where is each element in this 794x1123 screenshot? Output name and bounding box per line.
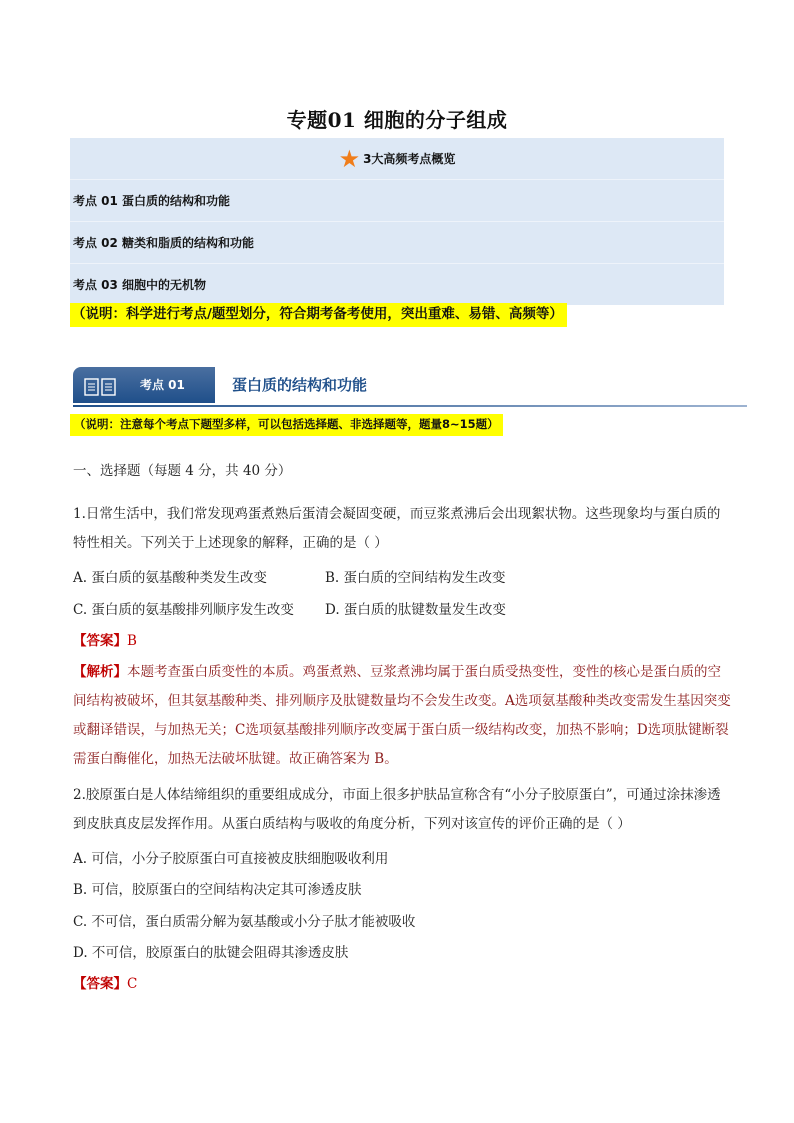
- option-b: B. 蛋白质的空间结构发生改变: [325, 570, 506, 586]
- note-highlight: （说明：科学进行考点/题型划分，符合期考备考使用，突出重难、易错、高频等）: [70, 303, 567, 327]
- kp-title: 蛋白质的结构和功能: [232, 376, 368, 394]
- kp-label: 考点 01: [140, 378, 185, 392]
- answer-line: [73, 629, 137, 649]
- answer-tag: 【答案】: [73, 633, 127, 649]
- overview-table: [70, 138, 724, 305]
- analysis: [73, 658, 733, 774]
- option-b: B. 可信，胶原蛋白的空间结构决定其可渗透皮肤: [73, 882, 362, 898]
- option-c: C. 蛋白质的氨基酸排列顺序发生改变: [73, 602, 294, 618]
- question-stem: 2.胶原蛋白是人体结缔组织的重要组成成分，市面上很多护肤品宣称含有“小分子胶原蛋白”，可通过涂抹渗透到皮肤真皮层发挥作用。从蛋白质结构与吸收的角度分析，下列对该宣传的评价正确的是（ ）: [73, 787, 721, 832]
- overview-item: 考点 03 细胞中的无机物: [70, 263, 724, 305]
- section-title: 一、选择题（每题 4 分，共 40 分）: [73, 463, 292, 479]
- answer-value: C: [127, 976, 138, 992]
- answer-value: B: [127, 633, 137, 649]
- overview-header-label: 3大高频考点概览: [363, 152, 456, 166]
- divider: [73, 405, 747, 407]
- analysis-text: 本题考查蛋白质变性的本质。鸡蛋煮熟、豆浆煮沸均属于蛋白质受热变性，变性的核心是蛋白质的空间结构被破坏，但其氨基酸种类、排列顺序及肽键数量均不会发生改变。A选项氨基酸种类改变需发生基因突变或翻译错误，与加热无关；C选项氨基酸排列顺序改变属于蛋白质一级结构改变，加热不影响；D选项肽键断裂需蛋白酶催化，加热无法破坏肽键。故正确答案为 B。: [73, 664, 731, 767]
- analysis-tag: 【解析】: [73, 664, 127, 680]
- option-c: C. 不可信，蛋白质需分解为氨基酸或小分子肽才能被吸收: [73, 914, 416, 930]
- overview-item: 考点 02 糖类和脂质的结构和功能: [70, 221, 724, 263]
- star-icon: ★: [338, 144, 361, 173]
- note-highlight: （说明：注意每个考点下题型多样，可以包括选择题、非选择题等，题量8~15题）: [70, 414, 503, 436]
- option-d: D. 蛋白质的肽键数量发生改变: [325, 602, 506, 618]
- option-d: D. 不可信，胶原蛋白的肽键会阻碍其渗透皮肤: [73, 945, 349, 961]
- question-stem: 1.日常生活中，我们常发现鸡蛋煮熟后蛋清会凝固变硬，而豆浆煮沸后会出现絮状物。这些现象均与蛋白质的特性相关。下列关于上述现象的解释，正确的是（ ）: [73, 506, 721, 551]
- option-a: A. 蛋白质的氨基酸种类发生改变: [73, 570, 267, 586]
- overview-header: [70, 138, 724, 179]
- page-title: 专题01 细胞的分子组成: [286, 108, 508, 132]
- option-a: A. 可信，小分子胶原蛋白可直接被皮肤细胞吸收利用: [73, 851, 389, 867]
- overview-item: 考点 01 蛋白质的结构和功能: [70, 179, 724, 221]
- answer-line: [73, 972, 137, 992]
- book-icon: [84, 377, 116, 397]
- answer-tag: 【答案】: [73, 976, 127, 992]
